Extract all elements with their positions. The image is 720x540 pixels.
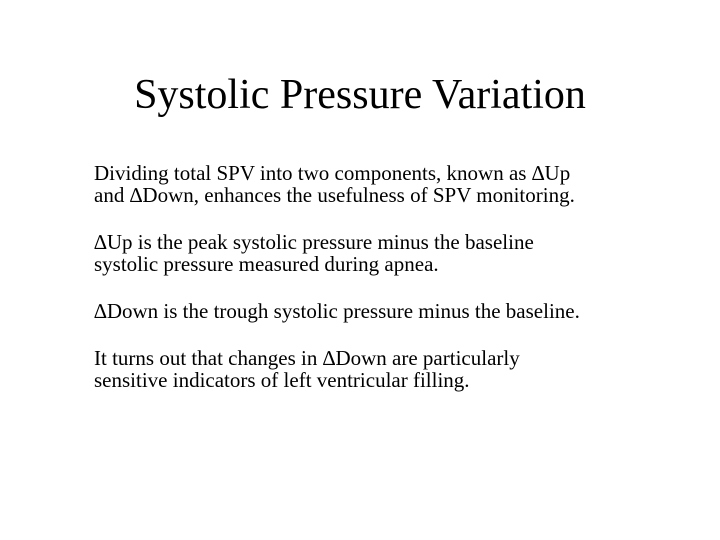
paragraph-conclusion: [94, 347, 694, 391]
slide-title: Systolic Pressure Variation: [134, 72, 586, 118]
slide-body: [94, 162, 694, 416]
text-line: and ∆Down, enhances the usefulness of SPV monitoring.: [94, 183, 575, 207]
text-line: systolic pressure measured during apnea.: [94, 252, 439, 276]
paragraph-delta-up: [94, 231, 694, 275]
text-line: ∆Up is the peak systolic pressure minus the baseline: [94, 230, 534, 254]
text-line: sensitive indicators of left ventricular filling.: [94, 368, 470, 392]
text-line: ∆Down is the trough systolic pressure minus the baseline.: [94, 299, 580, 323]
paragraph-delta-down: [94, 300, 694, 322]
text-line: It turns out that changes in ∆Down are particularly: [94, 346, 520, 370]
text-line: Dividing total SPV into two components, known as ∆Up: [94, 161, 571, 185]
paragraph-spv-components: [94, 162, 694, 206]
